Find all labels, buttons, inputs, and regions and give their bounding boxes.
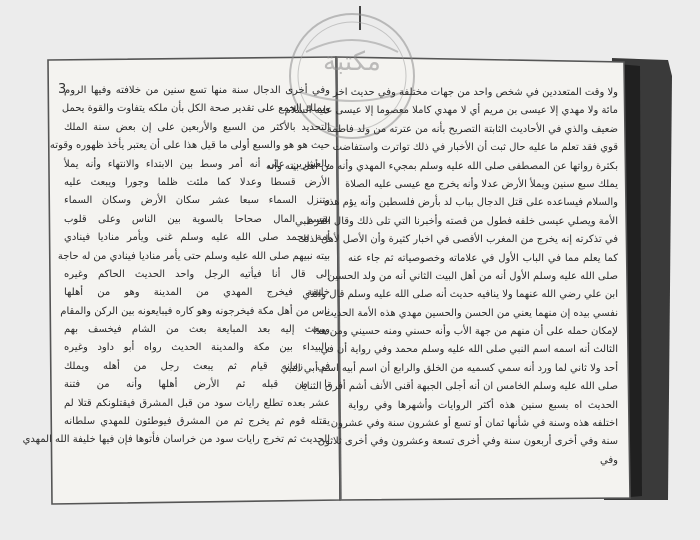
manuscript-line: بكثرة رواتها عن المصطفى صلى الله عليه وسلم بمجيء المهدي وأنه من أهل بيته وأنه <box>265 160 618 172</box>
manuscript-line: الثالث أنه اسمه اسم النبي صلى الله عليه وسلم محمد وفي رواية أن في <box>320 344 618 356</box>
manuscript-line: ويبعث إليه بعد المبايعة بعث من الشام فيخسف بهم <box>64 324 330 336</box>
manuscript-line: الحديث اه بسبع سنين هذه أكثر الروايات وأشهرها وفي رواية <box>348 399 618 411</box>
manuscript-line: الأرض قسطا وعدلا كما ملئت ظلما وجورا ويبعث عليه <box>64 176 330 188</box>
manuscript-line: وفي أخرى الدجال سنة منها تسع سنين من خلافته وفيها الروم <box>64 85 330 96</box>
manuscript-line: يقتله قوم ثم يخرج ثم من المشرق فيوطئون للمهدي سلطانه <box>64 416 330 428</box>
manuscript-line: بالبيداء بين مكة والمدينة الحديث رواه أبو داود وغيره <box>64 342 330 354</box>
manuscript-line: صلى الله عليه وسلم الأول أنه من أهل البيت الثاني أنه من ولد الحسين <box>327 270 618 282</box>
left-page-text <box>22 82 330 450</box>
right-page-text <box>265 84 618 470</box>
page-number-marker: 3 <box>58 82 67 97</box>
manuscript-line: الأمة ويصلي عيسى خلفه فطول من قصته وأخبرنا التي تلى ذلك وقال القرطبي <box>295 215 618 227</box>
manuscript-line: في تذكرته إنه يخرج من المغرب الأقصى في اخبار كثيرة وأن الأصل لأهل لذلك <box>298 234 618 246</box>
manuscript-line: نا من قبله ثم الأرض أهلها وأنه من فتنة <box>64 379 330 391</box>
manuscript-line: مائة ولا مهدي إلا عيسى بن مريم أي لا مهدي كاملا معصوما إلا عيسى عليه السلام <box>284 105 618 117</box>
manuscript-line: صلى الله عليه وسلم الخامس ان أنه أجلى الجبهة أقنى الأنف أشم أفرق الثنايا <box>300 381 618 393</box>
manuscript-line: إلى قال أنا فيأتيه الرجل واحد الحديث الحاكم وغيره <box>64 268 330 280</box>
manuscript-line: ويملك الجمع على تقدير صحة الكل بأن ملكه يتفاوت والقوة يحمل <box>61 103 330 115</box>
manuscript-line: ناس من أهل مكة فيخرجونه وهو كاره فيبايعونه بين الركن والمقام <box>60 305 330 317</box>
svg-text:مكتبة: مكتبة <box>323 47 381 77</box>
manuscript-line: نفسي بيده إن منهما يعني من الحسن والحسين مهدي هذه الأمة الحديث <box>324 307 618 319</box>
manuscript-line: سنة وفي أخرى أربعون سنة وفي أخرى تسعة وعشرون وفي أخرى ثلاثون <box>317 436 618 448</box>
manuscript-line: يقسم المال صحاحا بالسوية بين الناس وعلى قلوب <box>64 213 330 225</box>
manuscript-line: في زمانه قيام ثم يبعث رجل من أهله ويملك <box>64 360 330 372</box>
manuscript-line: والسلام فيساعده على قتل الدجال بباب لد بأرض فلسطين وأنه يؤم هذه <box>323 197 618 209</box>
manuscript-line: التحديد بالأكثر من السبع والأربعين على إن بعض سنة الملك <box>64 121 330 133</box>
manuscript-line: وفي <box>600 454 618 466</box>
manuscript-line: بيته نبيهم صلى الله عليه وسلم حتى يأمر مناديا فينادي من له حاجة <box>57 250 330 262</box>
manuscript-line: حيث هو هو والسبع أولى ما قيل هذا على أن يعتبر يأخذ ظهوره وقوته <box>49 140 330 152</box>
manuscript-line: ضعيف والذي في الأحاديث الثابتة التصريح بأنه من عترته من ولد فاطمة <box>326 123 618 135</box>
manuscript-line: يملك سبع سنين ويملأ الأرض عدلا وأنه يخرج مع عيسى عليه الصلاة <box>345 178 618 190</box>
manuscript-line: بالعشرين على أنه أمر وسط بين الابتداء والانتهاء وأنه يملأ <box>64 158 330 170</box>
manuscript-line: الحديث ثم تخرج رايات سود من خراسان فأتوها فإن فيها خليفة الله المهدي <box>22 434 330 446</box>
manuscript-line: خليفة فيخرج المهدي من المدينة وهو من أهلها <box>64 287 330 299</box>
manuscript-line: وتنزل السماء سبعا عشر سكان الأرض وسكان السماء <box>64 195 330 207</box>
manuscript-line: أمة محمد صلى الله عليه وسلم غنى ويأمر مناديا فينادي <box>64 232 330 244</box>
manuscript-line: كما يعلم مما في الباب الأول في علاماته وخصوصياته ثم جاء عنه <box>348 252 618 264</box>
manuscript-line: اختلفه هذه وسنة في شأنها ثمان أو تسع أو عشرون سنة وفي عشرون <box>330 418 618 430</box>
manuscript-line: لإمكان حمله على أن منهم من جهة الأب وأنه حسني ومنه حسيني ومن هذا <box>313 326 618 338</box>
manuscript-line: عشر بعده تطلع رايات سود من قبل المشرق فيقتلونكم قتلا لم <box>64 397 330 409</box>
manuscript-line: ابن علي رضي الله عنهما ولا ينافيه حديث أنه صلى الله عليه وسلم قال والذي <box>302 289 618 301</box>
manuscript-line: ولا وقت المتعددين في شخص واحد من جهات مختلفة وفي حديث اخر <box>333 87 618 98</box>
manuscript-line: قوي فقد تعلم ما عليه حال ثبت أن الأخبار في ذلك تواترت واستفاضت <box>332 142 618 154</box>
manuscript-line: أحد ولا ثاني لما ورد أنه سمي كسميه من الخلق والرابع أن اسم أبيه اسم أبي النبي <box>280 362 618 374</box>
